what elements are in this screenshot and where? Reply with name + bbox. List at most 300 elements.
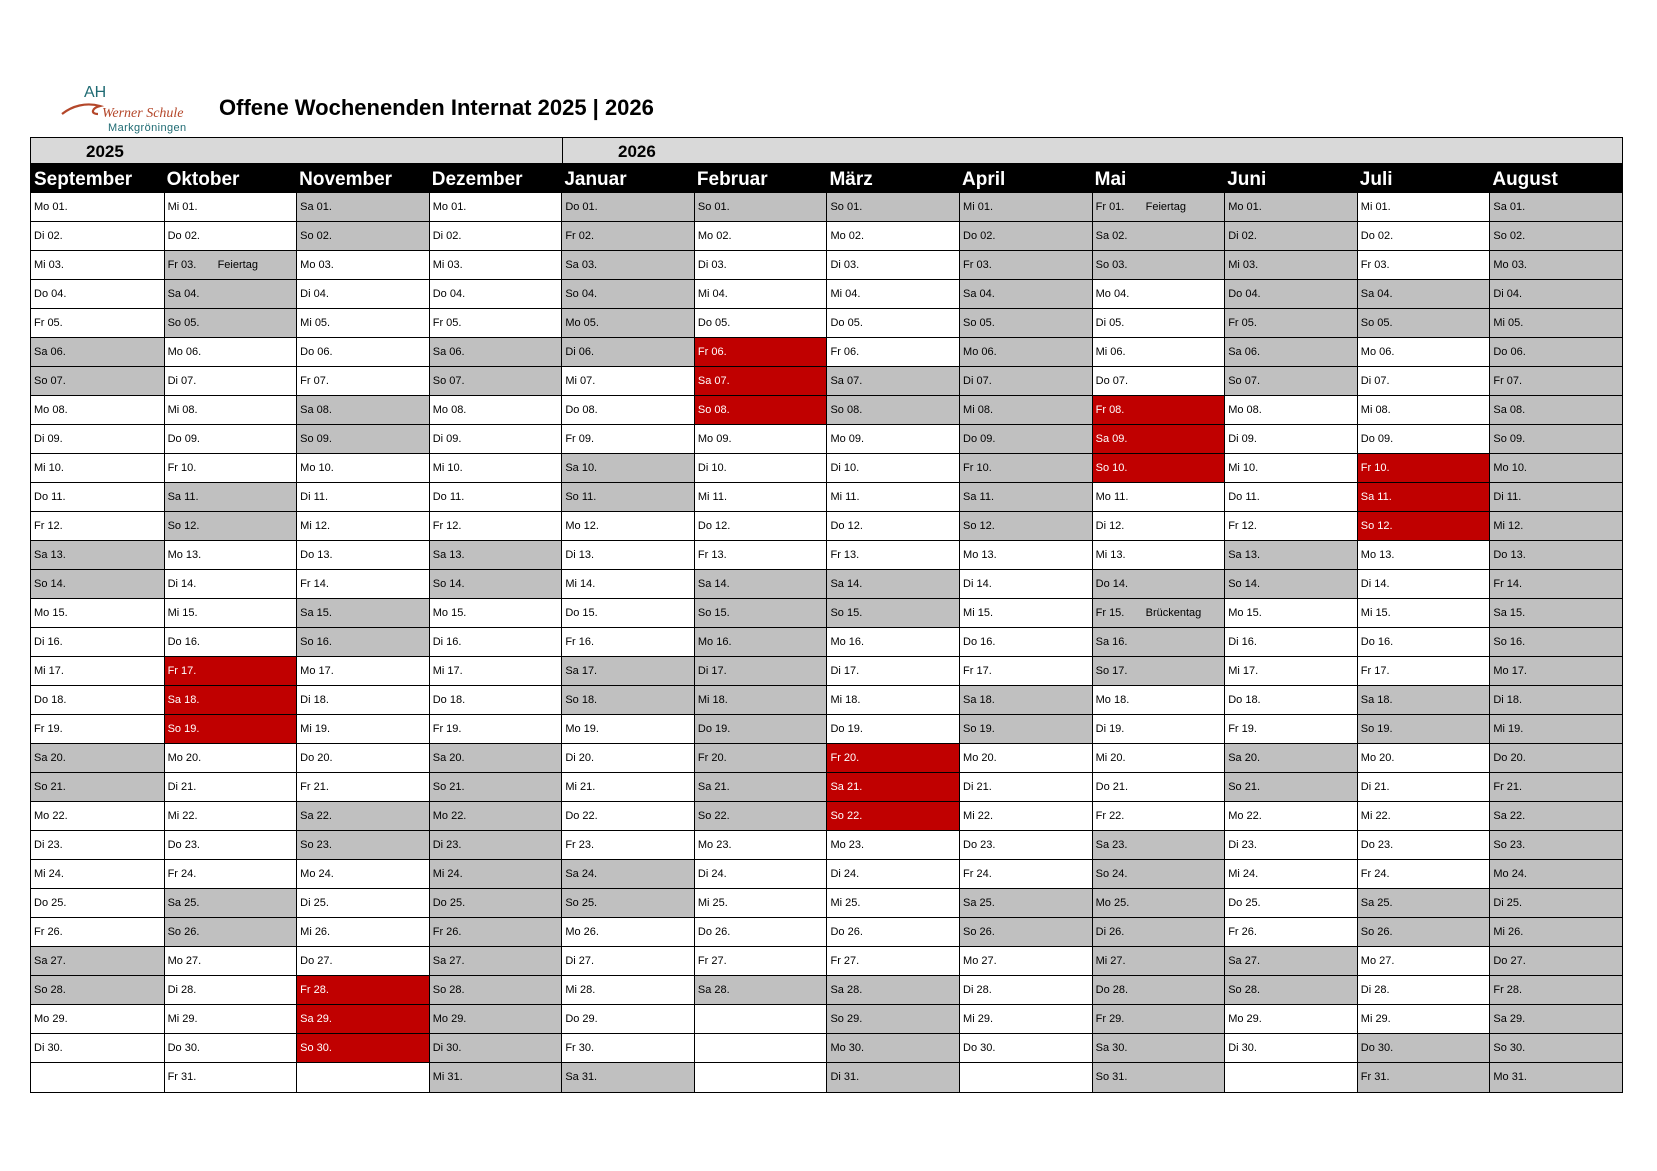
day-cell bbox=[297, 309, 429, 338]
day-label: Sa 08. bbox=[300, 404, 332, 416]
day-label: So 22. bbox=[697, 810, 730, 822]
school-logo bbox=[60, 84, 200, 136]
day-label: Di 23. bbox=[432, 839, 462, 851]
day-cell bbox=[31, 309, 164, 338]
day-cell bbox=[165, 976, 297, 1005]
day-label: Do 15. bbox=[565, 607, 598, 619]
day-cell bbox=[165, 483, 297, 512]
day-cell bbox=[297, 541, 429, 570]
day-label: So 08. bbox=[830, 404, 863, 416]
day-cell bbox=[31, 744, 164, 773]
day-label: So 23. bbox=[1493, 839, 1526, 851]
day-label: Mo 11. bbox=[1095, 491, 1129, 503]
day-cell bbox=[827, 193, 959, 222]
day-label: Di 09. bbox=[1228, 433, 1257, 445]
day-label: Di 13. bbox=[565, 549, 595, 561]
day-label: So 07. bbox=[34, 375, 66, 387]
day-label: Mo 25. bbox=[1095, 897, 1130, 909]
day-cell bbox=[960, 454, 1092, 483]
day-cell bbox=[695, 657, 827, 686]
day-cell bbox=[1490, 628, 1622, 657]
day-label: Di 03. bbox=[830, 259, 860, 271]
day-cell bbox=[1225, 541, 1357, 570]
day-label: So 09. bbox=[1493, 433, 1526, 445]
day-cell bbox=[1358, 715, 1490, 744]
day-cell bbox=[1358, 628, 1490, 657]
day-cell bbox=[1358, 860, 1490, 889]
day-cell bbox=[430, 860, 562, 889]
day-label: Di 16. bbox=[34, 636, 63, 648]
day-label: Mo 09. bbox=[697, 433, 732, 445]
day-label: Do 30. bbox=[963, 1042, 996, 1054]
day-cell bbox=[1490, 1063, 1622, 1092]
day-label: Di 07. bbox=[1360, 375, 1390, 387]
day-label: Mi 05. bbox=[300, 317, 331, 329]
day-cell bbox=[695, 570, 827, 599]
day-cell bbox=[1358, 773, 1490, 802]
day-cell bbox=[31, 512, 164, 541]
day-label: Di 04. bbox=[300, 288, 329, 300]
day-cell bbox=[31, 976, 164, 1005]
day-label: Mo 08. bbox=[1228, 404, 1262, 416]
day-label: Mi 20. bbox=[1095, 752, 1126, 764]
day-label: Sa 04. bbox=[1360, 288, 1393, 300]
day-cell bbox=[31, 628, 164, 657]
day-label: So 29. bbox=[830, 1013, 863, 1025]
day-label: So 03. bbox=[1095, 259, 1128, 271]
day-cell bbox=[297, 454, 429, 483]
day-cell bbox=[827, 715, 959, 744]
day-label: So 14. bbox=[1228, 578, 1261, 590]
day-cell bbox=[1093, 1063, 1225, 1092]
day-label: Fr 26. bbox=[432, 926, 462, 938]
day-cell bbox=[1490, 976, 1622, 1005]
day-cell bbox=[827, 541, 959, 570]
month-header: September bbox=[34, 169, 133, 190]
day-label: Mi 14. bbox=[565, 578, 596, 590]
day-cell bbox=[1093, 338, 1225, 367]
day-label: Sa 11. bbox=[1360, 491, 1392, 503]
day-cell bbox=[297, 483, 429, 512]
day-cell bbox=[165, 802, 297, 831]
day-cell bbox=[31, 715, 164, 744]
day-cell bbox=[1093, 1005, 1225, 1034]
day-label: Sa 16. bbox=[1095, 636, 1128, 648]
day-label: So 04. bbox=[565, 288, 598, 300]
day-label: Sa 02. bbox=[1095, 230, 1128, 242]
day-label: Sa 25. bbox=[963, 897, 995, 909]
day-label: Di 05. bbox=[1095, 317, 1125, 329]
day-label: Sa 10. bbox=[565, 462, 598, 474]
day-label: Fr 03. bbox=[963, 259, 992, 271]
day-cell bbox=[1093, 715, 1225, 744]
day-label: Fr 01. bbox=[1095, 201, 1125, 213]
day-label: Sa 28. bbox=[697, 984, 730, 996]
day-label: Do 23. bbox=[167, 839, 200, 851]
day-cell bbox=[430, 918, 562, 947]
day-label: So 26. bbox=[963, 926, 995, 938]
day-cell bbox=[695, 889, 827, 918]
empty-cell bbox=[960, 1063, 1092, 1092]
day-cell bbox=[562, 251, 694, 280]
empty-cell bbox=[297, 1063, 429, 1092]
day-label: Di 21. bbox=[1360, 781, 1390, 793]
day-label: Sa 14. bbox=[830, 578, 863, 590]
day-cell bbox=[297, 889, 429, 918]
day-cell bbox=[562, 454, 694, 483]
day-cell bbox=[695, 686, 827, 715]
day-cell bbox=[165, 1063, 297, 1092]
day-cell bbox=[1225, 1005, 1357, 1034]
day-label: Mo 15. bbox=[34, 607, 68, 619]
day-cell bbox=[430, 1034, 562, 1063]
day-label: Do 13. bbox=[1493, 549, 1526, 561]
month-column bbox=[1357, 193, 1490, 1092]
month-header: August bbox=[1492, 169, 1558, 190]
day-label: Di 02. bbox=[1228, 230, 1257, 242]
day-label: Di 09. bbox=[34, 433, 63, 445]
day-label: Fr 05. bbox=[432, 317, 462, 329]
day-cell bbox=[165, 425, 297, 454]
day-cell bbox=[562, 483, 694, 512]
day-label: Fr 19. bbox=[1228, 723, 1257, 735]
day-label: Do 11. bbox=[432, 491, 465, 503]
day-label: Mi 25. bbox=[830, 897, 861, 909]
day-cell bbox=[1225, 773, 1357, 802]
day-cell bbox=[1225, 918, 1357, 947]
day-label: Di 10. bbox=[697, 462, 727, 474]
day-cell bbox=[1490, 309, 1622, 338]
day-cell bbox=[1225, 802, 1357, 831]
day-cell bbox=[960, 367, 1092, 396]
empty-cell bbox=[695, 1034, 827, 1063]
day-cell bbox=[960, 512, 1092, 541]
empty-cell bbox=[695, 1005, 827, 1034]
day-label: Mi 10. bbox=[432, 462, 463, 474]
day-label: Do 22. bbox=[565, 810, 598, 822]
day-label: So 15. bbox=[830, 607, 863, 619]
day-label: Mo 01. bbox=[34, 201, 68, 213]
day-cell bbox=[562, 222, 694, 251]
day-label: Fr 24. bbox=[963, 868, 992, 880]
day-cell bbox=[430, 483, 562, 512]
day-cell bbox=[1358, 744, 1490, 773]
day-label: Fr 17. bbox=[1360, 665, 1390, 677]
day-cell bbox=[827, 222, 959, 251]
day-cell bbox=[960, 1005, 1092, 1034]
day-cell bbox=[1225, 483, 1357, 512]
day-label: Do 20. bbox=[300, 752, 333, 764]
day-cell bbox=[165, 280, 297, 309]
day-label: Do 26. bbox=[697, 926, 731, 938]
day-label: Mo 08. bbox=[432, 404, 467, 416]
day-cell bbox=[562, 338, 694, 367]
day-label: Sa 18. bbox=[1360, 694, 1393, 706]
day-label: So 15. bbox=[697, 607, 730, 619]
day-label: Di 07. bbox=[963, 375, 992, 387]
day-label: Sa 23. bbox=[1095, 839, 1128, 851]
day-cell bbox=[31, 831, 164, 860]
day-cell bbox=[1490, 541, 1622, 570]
day-cell bbox=[430, 715, 562, 744]
day-cell bbox=[827, 309, 959, 338]
day-cell bbox=[297, 599, 429, 628]
day-label: Fr 21. bbox=[1493, 781, 1523, 793]
day-label: Do 23. bbox=[1360, 839, 1394, 851]
day-cell bbox=[695, 251, 827, 280]
day-label: Do 25. bbox=[432, 897, 466, 909]
day-label: Mi 29. bbox=[167, 1013, 198, 1025]
day-label: Sa 20. bbox=[1228, 752, 1261, 764]
day-label: Mi 22. bbox=[1360, 810, 1391, 822]
day-label: So 16. bbox=[1493, 636, 1526, 648]
day-cell bbox=[827, 251, 959, 280]
day-cell bbox=[430, 831, 562, 860]
day-label: Mi 03. bbox=[34, 259, 64, 271]
day-cell bbox=[827, 1063, 959, 1092]
day-label: Fr 07. bbox=[300, 375, 329, 387]
day-label: Sa 13. bbox=[432, 549, 465, 561]
day-label: So 22. bbox=[830, 810, 863, 822]
open-weekend-cell bbox=[695, 367, 827, 396]
open-weekend-cell bbox=[827, 773, 959, 802]
day-cell bbox=[960, 280, 1092, 309]
day-label: Fr 31. bbox=[1360, 1071, 1390, 1083]
day-label: Mo 01. bbox=[432, 201, 467, 213]
day-cell bbox=[1093, 193, 1225, 222]
day-label: Mi 22. bbox=[167, 810, 198, 822]
day-cell bbox=[430, 599, 562, 628]
day-cell bbox=[1490, 686, 1622, 715]
day-cell bbox=[562, 512, 694, 541]
day-label: Sa 31. bbox=[565, 1071, 598, 1083]
day-cell bbox=[297, 773, 429, 802]
day-label: Fr 06. bbox=[697, 346, 727, 358]
day-label: So 01. bbox=[697, 201, 730, 213]
day-cell bbox=[695, 947, 827, 976]
day-label: Mo 23. bbox=[830, 839, 865, 851]
day-cell bbox=[562, 1005, 694, 1034]
day-cell bbox=[1225, 396, 1357, 425]
day-label: Sa 01. bbox=[1493, 201, 1526, 213]
day-cell bbox=[695, 918, 827, 947]
day-label: Mi 13. bbox=[1095, 549, 1126, 561]
calendar-table bbox=[30, 137, 1623, 1093]
day-label: Di 17. bbox=[830, 665, 860, 677]
day-cell bbox=[430, 657, 562, 686]
day-label: Di 28. bbox=[1360, 984, 1390, 996]
day-cell bbox=[960, 918, 1092, 947]
day-cell bbox=[1358, 309, 1490, 338]
day-label: Sa 27. bbox=[432, 955, 465, 967]
day-cell bbox=[165, 1005, 297, 1034]
day-cell bbox=[562, 889, 694, 918]
day-label: So 19. bbox=[963, 723, 995, 735]
day-label: Mi 03. bbox=[432, 259, 463, 271]
day-cell bbox=[31, 222, 164, 251]
day-cell bbox=[960, 599, 1092, 628]
month-header: Januar bbox=[564, 169, 627, 190]
day-label: Fr 09. bbox=[565, 433, 595, 445]
day-label: Mo 20. bbox=[963, 752, 997, 764]
day-cell bbox=[1490, 280, 1622, 309]
day-label: Di 06. bbox=[565, 346, 595, 358]
day-cell bbox=[165, 918, 297, 947]
day-label: So 18. bbox=[565, 694, 598, 706]
day-label: Fr 23. bbox=[565, 839, 595, 851]
day-label: Fr 03. bbox=[167, 259, 197, 271]
day-cell bbox=[1093, 889, 1225, 918]
day-cell bbox=[1358, 947, 1490, 976]
empty-cell bbox=[31, 1063, 164, 1092]
day-label: So 28. bbox=[1228, 984, 1261, 996]
day-cell bbox=[165, 193, 297, 222]
day-label: Mo 12. bbox=[565, 520, 599, 532]
day-cell bbox=[562, 744, 694, 773]
day-cell bbox=[1358, 599, 1490, 628]
day-cell bbox=[165, 367, 297, 396]
day-label: Do 06. bbox=[300, 346, 333, 358]
day-cell bbox=[1093, 976, 1225, 1005]
day-label: Do 14. bbox=[1095, 578, 1129, 590]
day-cell bbox=[297, 686, 429, 715]
day-label: Di 11. bbox=[300, 491, 329, 503]
day-label: Fr 10. bbox=[963, 462, 992, 474]
day-cell bbox=[562, 947, 694, 976]
day-label: Fr 12. bbox=[432, 520, 462, 532]
day-label: Sa 25. bbox=[167, 897, 200, 909]
day-cell bbox=[960, 686, 1092, 715]
day-cell bbox=[1358, 657, 1490, 686]
day-label: Mo 29. bbox=[1228, 1013, 1262, 1025]
open-weekend-cell bbox=[695, 338, 827, 367]
day-cell bbox=[695, 193, 827, 222]
day-cell bbox=[827, 483, 959, 512]
day-cell bbox=[297, 802, 429, 831]
day-label: Mi 24. bbox=[1228, 868, 1259, 880]
day-cell bbox=[1358, 802, 1490, 831]
day-label: Di 17. bbox=[697, 665, 727, 677]
day-cell bbox=[1490, 744, 1622, 773]
day-cell bbox=[297, 831, 429, 860]
empty-cell bbox=[695, 1063, 827, 1092]
day-label: Mi 05. bbox=[1493, 317, 1524, 329]
day-label: Mo 24. bbox=[300, 868, 334, 880]
day-label: So 08. bbox=[697, 404, 730, 416]
day-label: Mo 09. bbox=[830, 433, 865, 445]
day-label: Mo 02. bbox=[697, 230, 732, 242]
day-label: Mi 19. bbox=[1493, 723, 1524, 735]
day-cell bbox=[827, 657, 959, 686]
day-cell bbox=[562, 657, 694, 686]
day-label: Fr 02. bbox=[565, 230, 595, 242]
day-cell bbox=[562, 396, 694, 425]
day-label: Di 10. bbox=[830, 462, 860, 474]
day-label: Mi 26. bbox=[1493, 926, 1524, 938]
day-cell bbox=[1358, 570, 1490, 599]
logo-school-name: Werner Schule bbox=[102, 106, 184, 121]
day-cell bbox=[1093, 280, 1225, 309]
day-cell bbox=[827, 454, 959, 483]
day-cell bbox=[31, 338, 164, 367]
day-label: Mo 06. bbox=[963, 346, 997, 358]
day-label: Sa 29. bbox=[1493, 1013, 1526, 1025]
day-label: Do 21. bbox=[1095, 781, 1129, 793]
day-label: Fr 17. bbox=[167, 665, 197, 677]
day-label: Mi 04. bbox=[830, 288, 861, 300]
day-label: So 23. bbox=[300, 839, 332, 851]
day-cell bbox=[695, 309, 827, 338]
day-cell bbox=[562, 570, 694, 599]
day-cell bbox=[430, 251, 562, 280]
day-cell bbox=[1093, 309, 1225, 338]
day-label: So 26. bbox=[167, 926, 200, 938]
day-cell bbox=[1490, 1034, 1622, 1063]
day-cell bbox=[31, 657, 164, 686]
month-header: Juli bbox=[1359, 169, 1393, 190]
day-label: Di 03. bbox=[697, 259, 727, 271]
day-cell bbox=[1358, 976, 1490, 1005]
day-cell bbox=[430, 541, 562, 570]
day-cell bbox=[430, 889, 562, 918]
day-label: Do 06. bbox=[1493, 346, 1526, 358]
day-cell bbox=[165, 251, 297, 280]
month-column bbox=[429, 193, 562, 1092]
day-cell bbox=[1225, 744, 1357, 773]
day-cell bbox=[827, 396, 959, 425]
day-label: Do 07. bbox=[1095, 375, 1129, 387]
day-cell bbox=[695, 483, 827, 512]
day-label: So 17. bbox=[1095, 665, 1128, 677]
day-cell bbox=[695, 512, 827, 541]
day-cell bbox=[1490, 483, 1622, 512]
day-label: Di 26. bbox=[1095, 926, 1125, 938]
month-column bbox=[826, 193, 959, 1092]
day-cell bbox=[430, 976, 562, 1005]
day-label: Do 16. bbox=[963, 636, 996, 648]
day-label: Mi 18. bbox=[830, 694, 861, 706]
day-label: Mi 10. bbox=[34, 462, 64, 474]
day-label: Mi 03. bbox=[1228, 259, 1259, 271]
day-label: Sa 14. bbox=[697, 578, 730, 590]
day-cell bbox=[297, 947, 429, 976]
day-label: Fr 07. bbox=[1493, 375, 1523, 387]
day-cell bbox=[827, 599, 959, 628]
day-cell bbox=[562, 541, 694, 570]
day-cell bbox=[1225, 628, 1357, 657]
day-cell bbox=[1358, 222, 1490, 251]
day-cell bbox=[1225, 251, 1357, 280]
day-cell bbox=[430, 425, 562, 454]
day-label: Fr 27. bbox=[830, 955, 860, 967]
day-label: Fr 21. bbox=[300, 781, 329, 793]
day-label: Mo 03. bbox=[300, 259, 334, 271]
day-cell bbox=[562, 1063, 694, 1092]
day-label: Di 23. bbox=[1228, 839, 1257, 851]
day-label: Mi 17. bbox=[1228, 665, 1259, 677]
day-cell bbox=[1490, 1005, 1622, 1034]
month-column bbox=[31, 193, 164, 1092]
month-header: März bbox=[829, 169, 873, 190]
day-label: Sa 04. bbox=[167, 288, 200, 300]
day-label: Sa 11. bbox=[167, 491, 199, 503]
day-cell bbox=[695, 860, 827, 889]
day-label: Mo 26. bbox=[565, 926, 599, 938]
day-label: Sa 04. bbox=[963, 288, 995, 300]
day-cell bbox=[297, 251, 429, 280]
day-label: Fr 20. bbox=[830, 752, 860, 764]
day-cell bbox=[31, 425, 164, 454]
